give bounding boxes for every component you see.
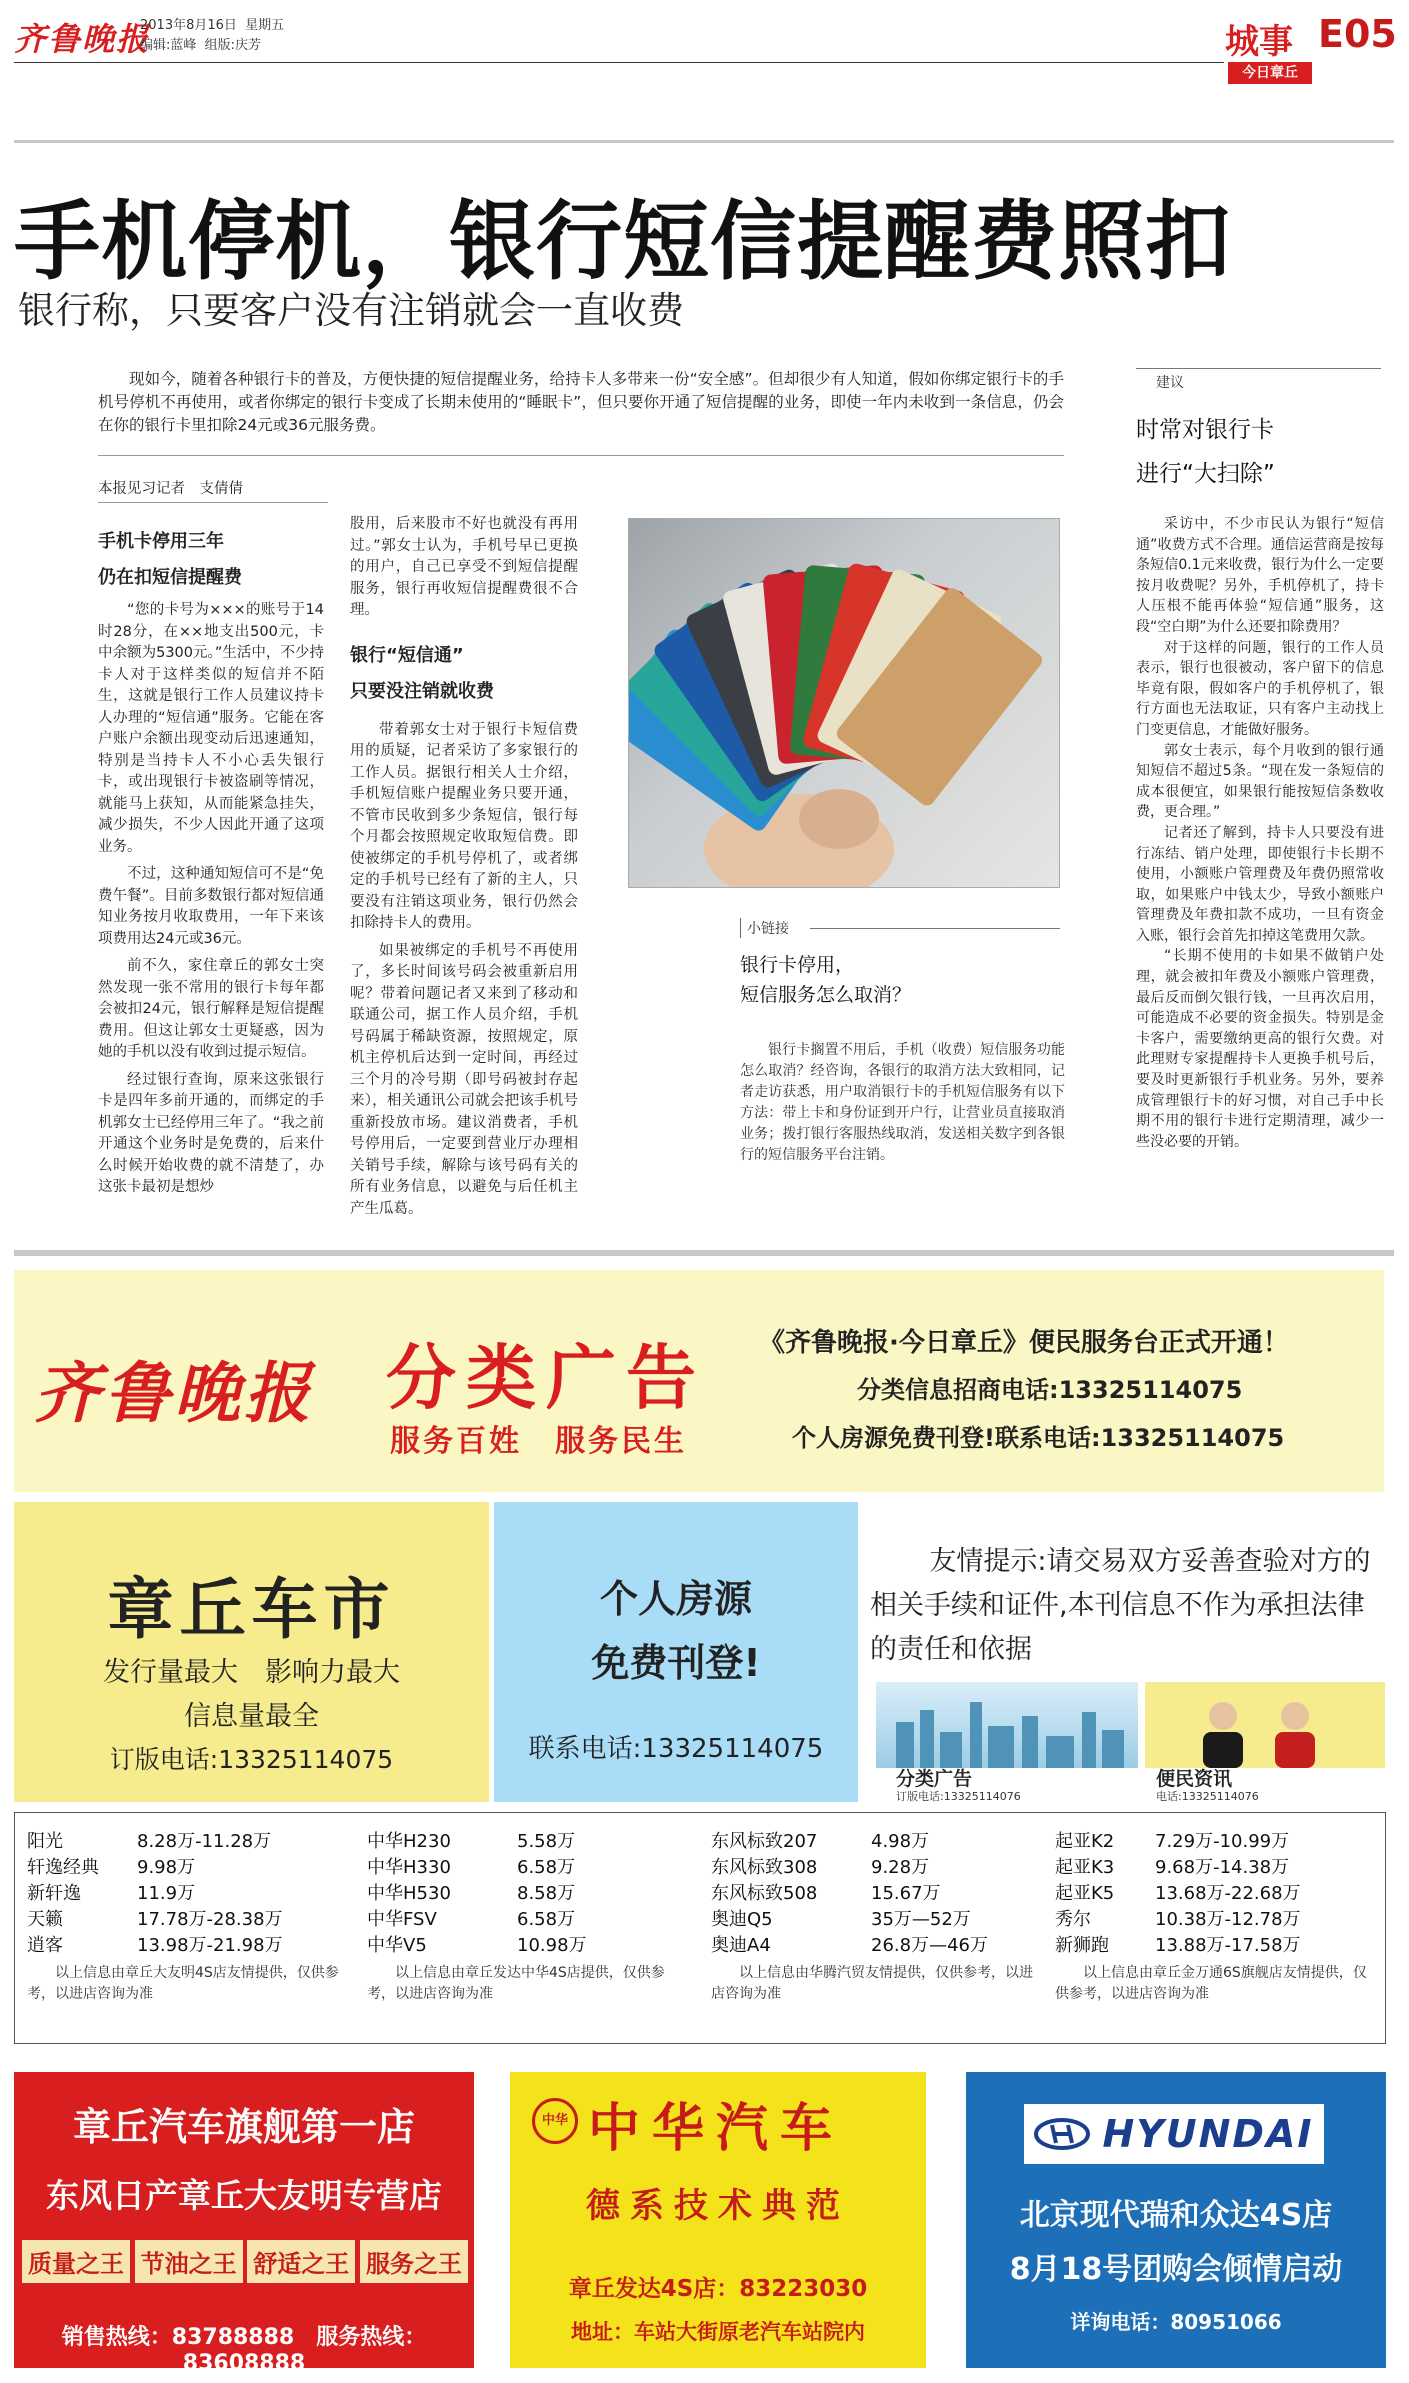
price-row: 起亚K2 7.29万-10.99万 xyxy=(1055,1831,1290,1852)
ad2-address: 地址：车站大街原老汽车站院内 xyxy=(571,2320,865,2344)
advice-tag: 建议 xyxy=(1156,375,1184,391)
link-title-1: 银行卡停用， xyxy=(740,954,855,976)
price-row: 秀尔 10.38万-12.78万 xyxy=(1055,1909,1301,1930)
price-row: 中华H230 5.58万 xyxy=(367,1831,576,1852)
price-row: 起亚K5 13.68万-22.68万 xyxy=(1055,1883,1301,1904)
advice-para: 记者还了解到，持卡人只要没有进行冻结、销户处理，即使银行卡长期不使用，小额账户管理费及年费仍照常收取，如果账户中钱太少，导致小额账户管理费及年费扣款不成功，一旦有资金入账，银行会首先扣掉这笔费用欠款。 xyxy=(1136,824,1384,944)
subheadline: 银行称，只要客户没有注销就会一直收费 xyxy=(18,289,684,332)
masthead xyxy=(0,0,1409,90)
classified-logo: 齐鲁晚报 xyxy=(34,1354,314,1432)
sidebar-advice xyxy=(1136,368,1386,496)
price-row: 新轩逸 11.9万 xyxy=(27,1883,196,1904)
price-row: 中华FSV 6.58万 xyxy=(367,1909,576,1930)
masthead-logo: 齐鲁晚报 xyxy=(14,20,151,58)
advice-para: 采访中，不少市民认为银行“短信通”收费方式不合理。通信运营商是按每条短信0.1元来收费，银行为什么一定要按月收费呢？另外，手机停机了，持卡人压根不能再体验“短信通”服务，这段“空白期”为什么还要扣除费用？ xyxy=(1136,516,1384,635)
advice-para: “长期不使用的卡如果不做销户处理，就会被扣年费及小额账户管理费，最后反而倒欠银行钱，一旦再次启用，可能造成不必要的资金损失。特别是金卡客户，需要缴纳更高的银行欠费。对此理财专家提醒持卡人更换手机号后，要及时更新银行手机业务。另外，要养成管理银行卡的好习惯，对自己手中长期不用的银行卡进行定期清理，减少一些没必要的开销。 xyxy=(1136,948,1384,1150)
ad2-title: 中华汽车 xyxy=(588,2099,845,2159)
classified-line-1: 《齐鲁晚报·今日章丘》便民服务台正式开通！ xyxy=(759,1328,1289,1358)
headline: 手机停机，银行短信提醒费照扣 xyxy=(14,192,1232,292)
housing-line-2: 免费刊登! xyxy=(591,1641,761,1685)
ad3-brand: HYUNDAI xyxy=(1102,2112,1314,2156)
col1-para: 不过，这种通知短信可不是“免费午餐”。目前多数银行都对短信通知业务按月收取费用，一年下来该项费用达24元或36元。 xyxy=(98,866,324,947)
ad3-line-2: 8月18号团购会倾情启动 xyxy=(1009,2252,1343,2287)
service-staff-icon xyxy=(1145,1682,1385,1768)
col2-para: 如果被绑定的手机号不再使用了，多长时间该号码会被重新启用呢？带着问题记者又来到了移动和联通公司，据工作人员介绍，手机号码属于稀缺资源，按照规定，原机主停机后达到一定时间，再经过三个月的冷号期（即号码被封存起来），相关通讯公司就会把该手机号重新投放市场。建议消费者，手机号停用后，一定要到营业厅办理相关销号手续，解除与该号码有关的所有业务信息，以避免与后任机主产生瓜葛。 xyxy=(350,942,578,1217)
classified-line-2: 分类信息招商电话:13325114075 xyxy=(857,1376,1243,1404)
col1-para: 前不久，家住章丘的郭女士突然发现一张不常用的银行卡每年都会被扣24元，银行解释是短信提醒费用。但这让郭女士更疑惑，因为她的手机以没有收到过提示短信。 xyxy=(98,958,324,1060)
page-number: E05 xyxy=(1318,12,1397,56)
thumb-classified xyxy=(876,1682,1138,1768)
cards-illustration xyxy=(629,519,1060,888)
car-market-line-2: 信息量最全 xyxy=(184,1701,319,1732)
housing-box xyxy=(494,1502,858,1802)
masthead-rule xyxy=(14,62,1224,63)
col1-subhead-1: 手机卡停用三年 xyxy=(98,531,224,552)
car-market-box xyxy=(14,1502,489,1802)
classified-slogan: 服务百姓 服务民生 xyxy=(390,1424,687,1459)
hyundai-logo-icon xyxy=(1034,2118,1090,2150)
col2-para: 带着郭女士对于银行卡短信费用的质疑，记者采访了多家银行的工作人员。据银行相关人士介绍，手机短信账户提醒业务只要开通，不管市民收到多少条短信，银行每个月都会按照规定收取短信费。即使被绑定的手机号停机了，或者绑定的手机号已经有了新的主人，只要没有注销这项业务，银行仍然会扣除持卡人的费用。 xyxy=(350,721,578,931)
hyundai-logo-box xyxy=(1024,2104,1324,2164)
issue-date: 2013年8月16日 xyxy=(140,18,237,33)
col2-para: 股用，后来股市不好也就没有再用过。”郭女士认为，手机号早已更换的用户，自己已享受不到短信提醒服务，银行再收短信提醒费很不合理。 xyxy=(350,516,578,618)
friendly-notice: 友情提示:请交易双方妥善查验对方的相关手续和证件,本刊信息不作为承担法律的责任和依据 xyxy=(870,1546,1371,1665)
ad1-tag: 质量之王 xyxy=(22,2240,130,2283)
designer-credit: 组版:庆芳 xyxy=(204,38,262,53)
price-row: 奥迪Q5 35万—52万 xyxy=(711,1909,971,1930)
editor-credit: 编辑:蓝峰 xyxy=(140,38,197,53)
price-row: 东风标致308 9.28万 xyxy=(711,1857,930,1878)
classified-line-3: 个人房源免费刊登!联系电话:13325114075 xyxy=(792,1424,1285,1452)
byline-rule xyxy=(98,502,328,503)
thumb-classified-label: 分类广告 xyxy=(896,1768,973,1790)
ad-hyundai-dealer xyxy=(966,2072,1386,2368)
ad2-sub: 德系技术典范 xyxy=(586,2186,850,2226)
car-market-line-1: 发行量最大 影响力最大 xyxy=(103,1657,400,1688)
section-name: 城事 xyxy=(1225,22,1293,62)
ad1-tag: 舒适之王 xyxy=(247,2240,355,2283)
ad-nissan-dealer xyxy=(14,2072,474,2376)
housing-line-1: 个人房源 xyxy=(599,1577,752,1621)
sidebar-link xyxy=(740,918,1065,1166)
issue-weekday: 星期五 xyxy=(245,18,285,33)
col1-subhead-2: 仍在扣短信提醒费 xyxy=(98,567,242,588)
price-note: 以上信息由章丘发达中华4S店提供，仅供参考，以进店咨询为准 xyxy=(367,1965,665,2002)
ad2-phone: 章丘发达4S店：83223030 xyxy=(568,2276,868,2302)
price-row: 天籁 17.78万-28.38万 xyxy=(27,1909,283,1930)
column-2 xyxy=(350,514,578,1244)
housing-phone: 联系电话:13325114075 xyxy=(528,1734,824,1764)
advice-body xyxy=(1136,514,1384,1244)
advice-para: 郭女士表示，每个月收到的银行通知短信不超过5条。“现在发一条短信的成本很便宜，如果银行能按短信条数收费，更合理。” xyxy=(1136,742,1384,821)
price-row: 逍客 13.98万-21.98万 xyxy=(27,1935,283,1956)
car-market-title: 章丘车市 xyxy=(107,1571,396,1648)
ad3-line-1: 北京现代瑞和众达4S店 xyxy=(1019,2198,1333,2233)
bank-cards-photo xyxy=(628,518,1060,888)
price-row: 东风标致207 4.98万 xyxy=(711,1831,930,1852)
classified-title: 分类广告 xyxy=(386,1337,706,1419)
price-row: 中华H330 6.58万 xyxy=(367,1857,576,1878)
zhonghua-logo: 中华 xyxy=(532,2098,578,2144)
price-row: 东风标致508 15.67万 xyxy=(711,1883,941,1904)
link-body: 银行卡搁置不用后，手机（收费）短信服务功能怎么取消？经咨询，各银行的取消方法大致相同，记者走访获悉，用户取消银行卡的手机短信服务有以下方法：带上卡和身份证到开户行，让营业员直接取消业务；拨打银行客服热线取消，发送相关数字到各银行的短信服务平台注销。 xyxy=(740,1042,1065,1163)
ad1-tag: 节油之王 xyxy=(135,2240,243,2283)
price-row: 中华H530 8.58万 xyxy=(367,1883,576,1904)
thumb-info-label: 便民资讯 xyxy=(1156,1768,1233,1790)
thumb-info xyxy=(1145,1682,1385,1768)
price-row: 阳光 8.28万-11.28万 xyxy=(27,1831,272,1852)
price-block xyxy=(711,1829,1041,2005)
price-row: 轩逸经典 9.98万 xyxy=(27,1857,196,1878)
price-block xyxy=(367,1829,687,2005)
thumb-info-phone: 电话:13325114076 xyxy=(1156,1790,1259,1803)
link-title-2: 短信服务怎么取消？ xyxy=(740,984,912,1006)
link-tag: 小链接 xyxy=(740,918,1065,938)
ad1-title: 章丘汽车旗舰第一店 xyxy=(72,2105,415,2149)
price-board xyxy=(14,1812,1386,2044)
col2-subhead-1: 银行“短信通” xyxy=(350,644,464,666)
advice-para: 对于这样的问题，银行的工作人员表示，银行也很被动，客户留下的信息毕竟有限，假如客户的手机停机了，银行方面也无法取证，只有客户主动找上门变更信息，才能做好服务。 xyxy=(1136,639,1384,738)
price-note: 以上信息由华腾汽贸友情提供，仅供参考，以进店咨询为准 xyxy=(711,1965,1033,2002)
col2-subhead-2: 只要没注销就收费 xyxy=(350,680,494,702)
lead-paragraph: 现如今，随着各种银行卡的普及，方便快捷的短信提醒业务，给持卡人多带来一份“安全感”。但却很少有人知道，假如你绑定银行卡的手机号停机不再使用，或者你绑定的银行卡变成了长期未使用的“睡眠卡”，但只要你开通了短信提醒的业务，即使一年内未收到一条信息，仍会在你的银行卡里扣除24元或36元服务费。 xyxy=(98,370,1064,434)
ad3-phone: 详询电话：80951066 xyxy=(1070,2310,1282,2334)
article-bottom-rule xyxy=(14,1250,1394,1256)
advice-title-1: 时常对银行卡 xyxy=(1136,417,1274,443)
lead-rule xyxy=(98,455,1064,456)
ad1-phone: 销售热线：83788888 服务热线：83608888 xyxy=(61,2325,427,2376)
price-note: 以上信息由章丘大友明4S店友情提供，仅供参考，以进店咨询为准 xyxy=(27,1965,339,2002)
price-block xyxy=(1055,1829,1375,2005)
column-1 xyxy=(98,528,324,1243)
byline: 本报见习记者 支倩倩 xyxy=(98,481,243,497)
ad-zhonghua-dealer xyxy=(510,2072,926,2368)
ad1-tag: 服务之王 xyxy=(360,2240,468,2283)
top-divider xyxy=(14,140,1394,143)
ad1-sub: 东风日产章丘大友明专营店 xyxy=(46,2176,442,2215)
col1-para: “您的卡号为×××的账号于14时28分，在××地支出500元，卡中余额为5300元。”生活中，不少持卡人对于这样类似的短信并不陌生，这就是银行工作人员建议持卡人办理的“短信通”服务。它能在客户账户余额出现变动后迅速通知，特别是当持卡人不小心丢失银行卡，或出现银行卡被盗刷等情况，就能马上获知，从而能紧急挂失，减少损失，不少人因此开通了这项业务。 xyxy=(98,602,324,855)
advice-title-2: 进行“大扫除” xyxy=(1136,461,1275,487)
car-market-phone: 订版电话:13325114075 xyxy=(109,1745,394,1774)
col1-para: 经过银行查询，原来这张银行卡是四年多前开通的，而绑定的手机郭女士已经停用三年了。“我之前开通这个业务时是免费的，后来什么时候开始收费的就不清楚了，办这张卡最初是想炒 xyxy=(98,1071,324,1195)
price-row: 新狮跑 13.88万-17.58万 xyxy=(1055,1935,1301,1956)
edition-label: 今日章丘 xyxy=(1228,62,1312,84)
city-skyline-icon xyxy=(876,1682,1138,1768)
price-row: 起亚K3 9.68万-14.38万 xyxy=(1055,1857,1290,1878)
price-row: 中华V5 10.98万 xyxy=(367,1935,587,1956)
price-block xyxy=(27,1829,347,2005)
thumb-classified-phone: 订版电话:13325114076 xyxy=(896,1790,1021,1803)
classified-banner xyxy=(14,1270,1384,1492)
price-note: 以上信息由章丘金万通6S旗舰店友情提供，仅供参考，以进店咨询为准 xyxy=(1055,1965,1367,2002)
price-row: 奥迪A4 26.8万—46万 xyxy=(711,1935,988,1956)
